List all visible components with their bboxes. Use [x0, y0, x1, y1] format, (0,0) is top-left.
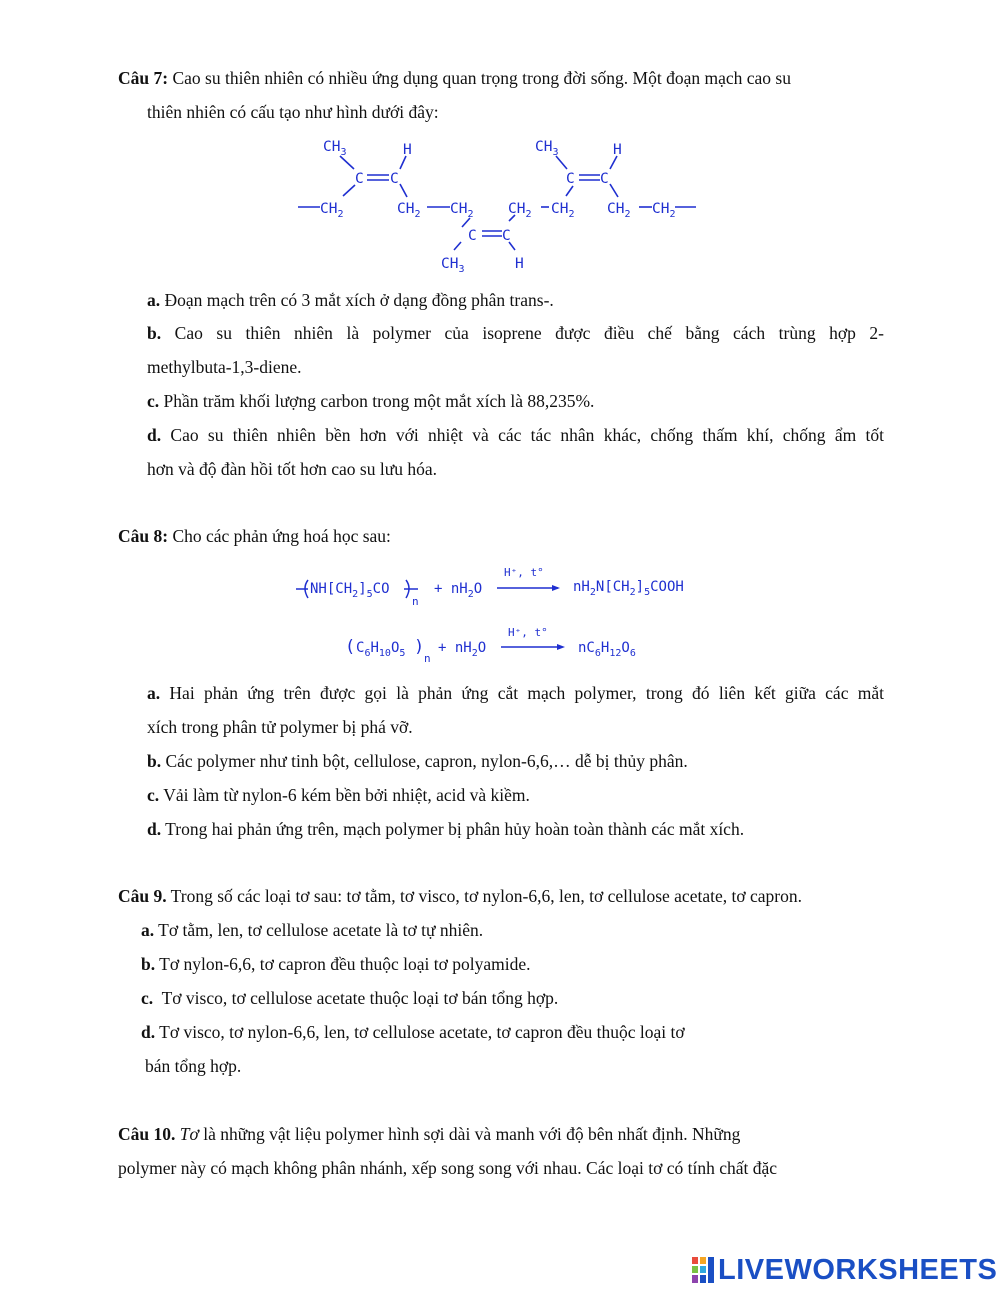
- q7-option-c: c. Phần trăm khối lượng carbon trong một mắt xích là 88,235%.: [147, 391, 595, 411]
- q9-option-a: a. Tơ tằm, len, tơ cellulose acetate là tơ tự nhiên.: [141, 920, 484, 940]
- q8-label: Câu 8:: [118, 526, 169, 546]
- u1-c2: C: [390, 171, 399, 187]
- q7-option-a: a. Đoạn mạch trên có 3 mắt xích ở dạng đồng phân trans-.: [147, 290, 554, 310]
- r2-product: $nC_6H_{12}O_6$: [578, 640, 636, 659]
- q7-text2: thiên nhiên có cấu tạo như hình dưới đây:: [147, 102, 439, 122]
- liveworksheets-logo: [692, 1254, 997, 1286]
- u2-ch3: $CH_3$: [441, 256, 465, 275]
- reactions: [290, 558, 720, 668]
- q9-line1: [118, 879, 898, 913]
- q9-option-d-line1: d. Tơ visco, tơ nylon-6,6, len, tơ cellulose acetate, tơ capron đều thuộc loại tơ: [141, 1022, 685, 1042]
- q8-option-a-line2: xích trong phân tử polymer bị phá vỡ.: [147, 717, 413, 737]
- q10-line1: [118, 1117, 884, 1151]
- q8-option-c: c. Vải làm từ nylon-6 kém bền bởi nhiệt, acid và kiềm.: [147, 785, 530, 805]
- u2-c2: C: [502, 228, 511, 244]
- q7-label: Câu 7:: [118, 68, 169, 88]
- rubber-structure: [290, 130, 710, 280]
- q9-option-c: c. Tơ visco, tơ cellulose acetate thuộc loại tơ bán tổng hợp.: [141, 988, 559, 1008]
- r2-water: + $nH_2O$: [438, 640, 487, 659]
- u3-ch2a: $CH_2$: [551, 201, 575, 220]
- q7-line2: [118, 95, 884, 129]
- q10-italic: Tơ: [179, 1124, 199, 1144]
- q10-label: Câu 10.: [118, 1124, 176, 1144]
- r2-reactant: $C_6H_{10}O_5$: [356, 640, 406, 659]
- q7-option-d-line1: d. Cao su thiên nhiên bền hơn với nhiệt và các tác nhân khác, chống thấm khí, chống ẩm tốt: [147, 425, 884, 445]
- q8-text: Cho các phản ứng hoá học sau:: [168, 526, 391, 546]
- r1-reactant: $NH[CH_2]_5CO$: [310, 581, 390, 600]
- u2-h: H: [515, 256, 524, 272]
- u3-ch3: $CH_3$: [535, 139, 559, 158]
- q9-option-b: b. Tơ nylon-6,6, tơ capron đều thuộc loại tơ polyamide.: [141, 954, 531, 974]
- u1-ch3: $CH_3$: [323, 139, 347, 158]
- liveworksheets-wordmark: LIVEWORKSHEETS: [718, 1253, 998, 1286]
- r2-condition: H⁺, t°: [508, 626, 548, 639]
- q9-label: Câu 9.: [118, 886, 167, 906]
- q8-option-b: b. Các polymer như tinh bột, cellulose, capron, nylon-6,6,… dễ bị thủy phân.: [147, 751, 688, 771]
- u3-ch2c: $CH_2$: [652, 201, 676, 220]
- q8-option-a-line1: a. Hai phản ứng trên được gọi là phản ứng cắt mạch polymer, trong đó liên kết giữa các mắt: [147, 683, 884, 703]
- u2-c1: C: [468, 228, 477, 244]
- q7-option-b-line2: methylbuta-1,3-diene.: [147, 357, 302, 377]
- r2-close-paren: ): [414, 637, 425, 657]
- q7-option-b-line1: b. Cao su thiên nhiên là polymer của isoprene được điều chế bằng cách trùng hợp 2-: [147, 323, 884, 343]
- u1-h: H: [403, 142, 412, 158]
- q8-line1: [118, 519, 884, 553]
- r1-n: n: [412, 595, 419, 608]
- u2-ch2b: $CH_2$: [508, 201, 532, 220]
- q7-text1: Cao su thiên nhiên có nhiều ứng dụng quan trọng trong đời sống. Một đoạn mạch cao su: [168, 68, 791, 88]
- r1-condition: H⁺, t°: [504, 566, 544, 579]
- q7-option-d-line2: hơn và độ đàn hồi tốt hơn cao su lưu hóa.: [147, 459, 437, 479]
- u1-c1: C: [355, 171, 364, 187]
- q9-option-d-line2: bán tổng hợp.: [145, 1056, 242, 1076]
- q10-line2: polymer này có mạch không phân nhánh, xếp song song với nhau. Các loại tơ có tính chất đặc: [118, 1158, 778, 1178]
- q10-text1: là những vật liệu polymer hình sợi dài và manh với độ bên nhất định. Những: [198, 1124, 741, 1144]
- u2-ch2a: $CH_2$: [450, 201, 474, 220]
- u3-c2: C: [600, 171, 609, 187]
- q9-text: Trong số các loại tơ sau: tơ tằm, tơ visco, tơ nylon-6,6, len, tơ cellulose acetate, tơ capron.: [166, 886, 802, 906]
- u1-ch2a: $CH_2$: [320, 201, 344, 220]
- q7-line1: [118, 61, 884, 95]
- r2-n: n: [424, 652, 431, 665]
- r1-water: + $nH_2O$: [434, 581, 483, 600]
- q8-option-d: d. Trong hai phản ứng trên, mạch polymer bị phân hủy hoàn toàn thành các mắt xích.: [147, 819, 745, 839]
- u1-ch2b: $CH_2$: [397, 201, 421, 220]
- r2-open-paren: (: [345, 637, 356, 657]
- u3-h: H: [613, 142, 622, 158]
- r1-product: $nH_2N[CH_2]_5COOH$: [573, 579, 684, 598]
- liveworksheets-icon: [692, 1257, 714, 1283]
- u3-c1: C: [566, 171, 575, 187]
- u3-ch2b: $CH_2$: [607, 201, 631, 220]
